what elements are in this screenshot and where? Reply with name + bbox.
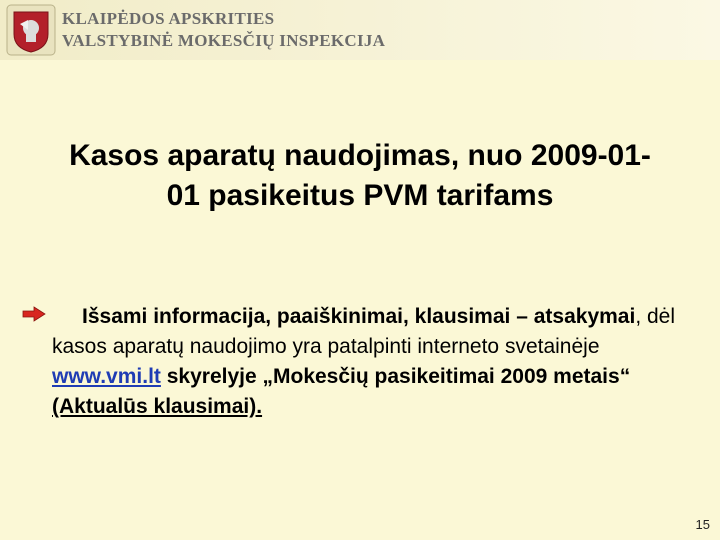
slide-title-line2: 01 pasikeitus PVM tarifams	[166, 179, 554, 212]
body-paragraph	[52, 302, 692, 422]
body-answers-text: atsakymai	[533, 305, 636, 328]
organization-name-line2: VALSTYBINĖ MOKESČIŲ INSPEKCIJA	[62, 31, 386, 50]
body-intro-text: Išsami informacija, paaiškinimai, klausimai –	[82, 305, 528, 328]
relevant-questions-text: (Aktualūs klausimai).	[52, 395, 263, 418]
vmi-link[interactable]: www.vmi.lt	[52, 365, 161, 388]
page-number: 15	[695, 517, 710, 532]
slide-title	[40, 136, 680, 216]
header-banner	[0, 0, 720, 60]
bullet-arrow-icon	[22, 306, 46, 322]
organization-name-line1: KLAIPĖDOS APSKRITIES	[62, 9, 275, 28]
organization-name	[62, 8, 385, 52]
body-section-text: skyrelyje „Mokesčių pasikeitimai 2009 metais“	[160, 365, 631, 388]
coat-of-arms-logo	[6, 4, 56, 56]
slide-title-line1: Kasos aparatų naudojimas, nuo 2009-01-	[69, 139, 651, 172]
body-description-text: , dėl kasos aparatų naudojimo yra patalpinti interneto svetainėje	[52, 305, 676, 358]
